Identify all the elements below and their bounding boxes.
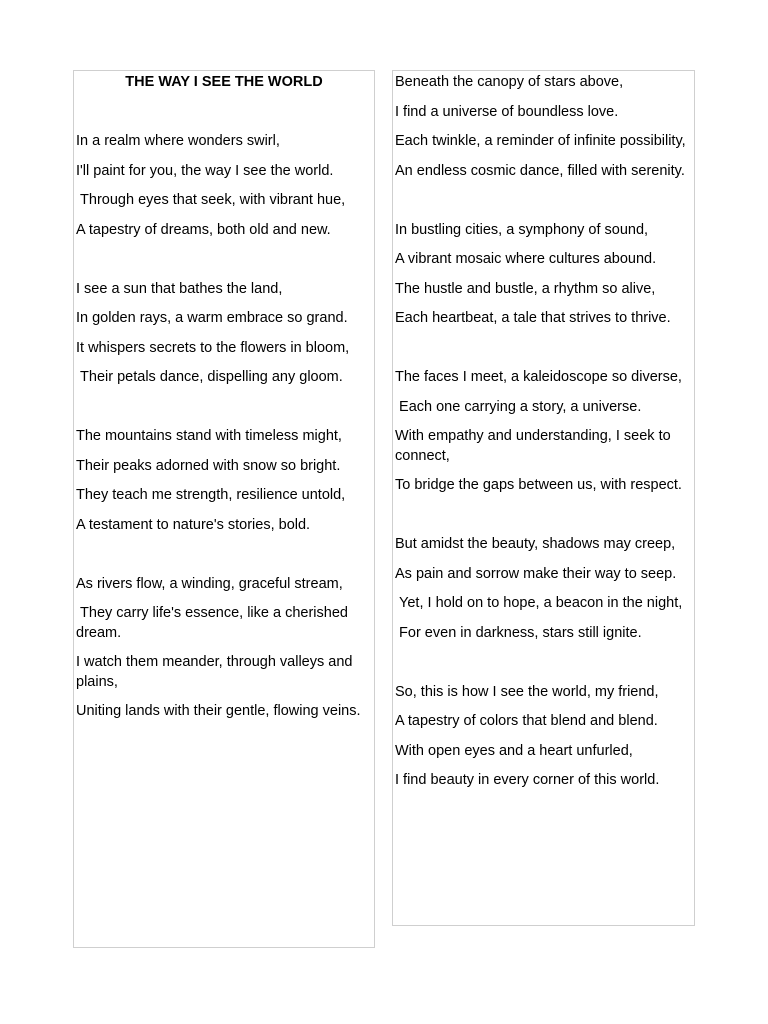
poem-line: A tapestry of colors that blend and blend. [395, 713, 658, 729]
poem-line: In golden rays, a warm embrace so grand. [76, 310, 348, 326]
poem-line: As rivers flow, a winding, graceful stream, [76, 575, 343, 592]
poem-title: THE WAY I SEE THE WORLD [125, 74, 323, 90]
poem-line: So, this is how I see the world, my friend, [395, 683, 659, 700]
poem-line: They teach me strength, resilience untold, [76, 487, 346, 503]
poem-line: To bridge the gaps between us, with respect. [395, 477, 682, 493]
right-column [392, 70, 695, 926]
stanza-gap [76, 398, 372, 428]
stanza-gap [395, 653, 692, 683]
stanza-gap [76, 545, 372, 575]
poem-line: But amidst the beauty, shadows may creep, [395, 536, 676, 552]
poem-line: For even in darkness, stars still ignite. [395, 624, 642, 641]
poem-line: Each twinkle, a reminder of infinite possibility, [395, 133, 686, 149]
poem-line: Each heartbeat, a tale that strives to thrive. [395, 310, 671, 326]
poem-line: The mountains stand with timeless might, [76, 428, 342, 444]
poem-line: It whispers secrets to the flowers in bloom, [76, 339, 350, 356]
poem-line: The hustle and bustle, a rhythm so alive, [395, 280, 656, 297]
poem-line: I watch them meander, through valleys and plains, [76, 654, 357, 690]
poem-line: A vibrant mosaic where cultures abound. [395, 251, 657, 267]
stanza-gap [395, 506, 692, 536]
poem-line: I'll paint for you, the way I see the world. [76, 162, 334, 179]
poem-line: With empathy and understanding, I seek to connect, [395, 428, 675, 464]
poem-line: I find beauty in every corner of this world. [395, 772, 660, 788]
poem-line: Uniting lands with their gentle, flowing veins. [76, 703, 361, 719]
poem-line: A tapestry of dreams, both old and new. [76, 221, 331, 238]
poem-line: Beneath the canopy of stars above, [395, 74, 624, 90]
poem-line: As pain and sorrow make their way to seep. [395, 565, 677, 582]
stanza-gap [76, 93, 372, 133]
left-column [73, 70, 375, 948]
poem-line: In a realm where wonders swirl, [76, 133, 280, 149]
poem-line: I find a universe of boundless love. [395, 103, 619, 120]
poem-line: Their peaks adorned with snow so bright. [76, 457, 341, 474]
stanza-gap [395, 191, 692, 221]
poem-line: The faces I meet, a kaleidoscope so diverse, [395, 369, 682, 385]
stanza-gap [395, 339, 692, 369]
poem-line: A testament to nature's stories, bold. [76, 516, 311, 533]
poem-line: An endless cosmic dance, filled with serenity. [395, 162, 685, 179]
poem-line: In bustling cities, a symphony of sound, [395, 221, 649, 238]
poem-line: With open eyes and a heart unfurled, [395, 742, 633, 759]
poem-line: Each one carrying a story, a universe. [395, 398, 642, 415]
poem-line: Through eyes that seek, with vibrant hue, [76, 192, 346, 208]
poem-line: Yet, I hold on to hope, a beacon in the night, [395, 595, 683, 611]
poem-line: They carry life's essence, like a cherished dream. [76, 605, 352, 641]
poem-line: Their petals dance, dispelling any gloom. [76, 369, 343, 385]
poem-line: I see a sun that bathes the land, [76, 280, 283, 297]
stanza-gap [76, 250, 372, 280]
